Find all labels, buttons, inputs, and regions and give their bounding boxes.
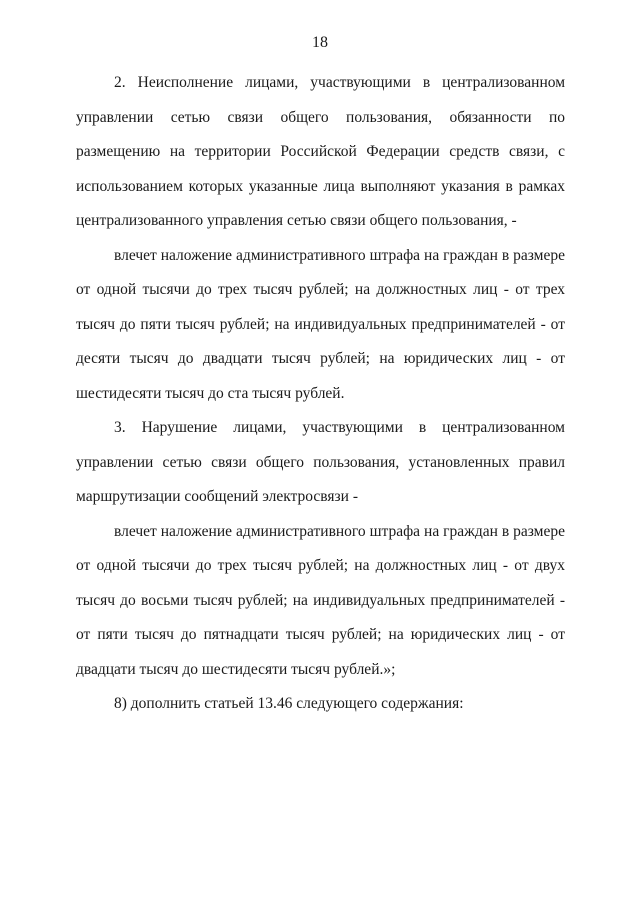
- paragraph-penalty-2: влечет наложение административного штрафа на граждан в размере от одной тысячи до трех тысяч рублей; на должностных лиц - от трех тысяч до пяти тысяч рублей; на индивидуальных предпринимателей - от десяти тысяч до двадцати тысяч рублей; на юридических лиц - от шестидесяти тысяч до ста тысяч рублей.: [76, 246, 565, 402]
- paragraph-penalty-3: влечет наложение административного штрафа на граждан в размере от одной тысячи до трех тысяч рублей; на должностных лиц - от двух тысяч до восьми тысяч рублей; на индивидуальных предпринимателей - от пяти тысяч до пятнадцати тысяч рублей; на юридических лиц - от двадцати тысяч до шестидесяти тысяч рублей.»;: [76, 522, 565, 678]
- paragraph-item-3: 3. Нарушение лицами, участвующими в централизованном управлении сетью связи общего пользования, установленных правил маршрутизации сообщений электросвязи -: [76, 419, 565, 505]
- paragraph-amendment-8: 8) дополнить статьей 13.46 следующего содержания:: [114, 695, 464, 712]
- document-body: [76, 66, 565, 722]
- paragraph-item-2: 2. Неисполнение лицами, участвующими в централизованном управлении сетью связи общего пользования, обязанности по размещению на территории Российской Федерации средств связи, с использованием которых указанные лица выполняют указания в рамках централизованного управления сетью связи общего пользования, -: [76, 74, 565, 229]
- page-number: 18: [312, 34, 328, 51]
